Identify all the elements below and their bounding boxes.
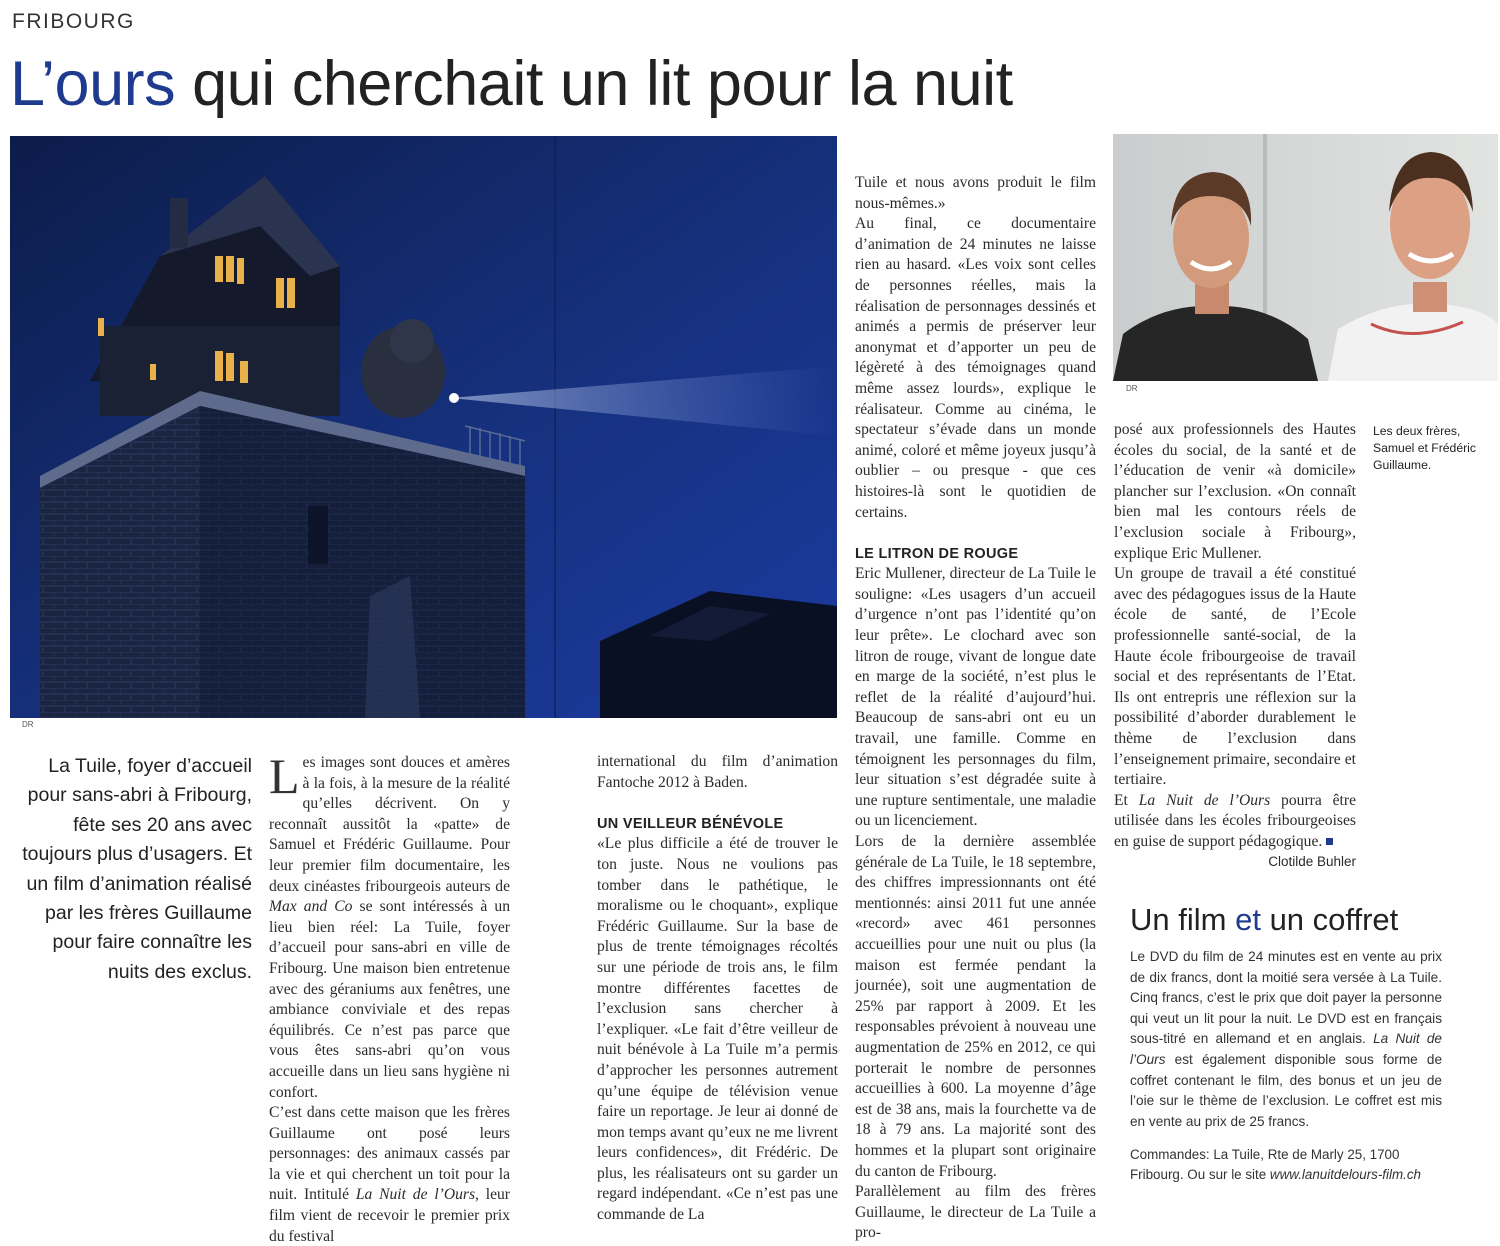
order-text: Commandes: La Tuile, Rte de Marly 25, 1700 Fribourg. Ou sur le site	[1130, 1147, 1400, 1182]
paragraph: Eric Mullener, directeur de La Tuile le souligne: «Les usagers d’un accueil d’urgence n’ont pas l’identité qu’on leur prête». Le clochard avec son litron de rouge, vivant de longue date en marge de la société, n’est plus le reflet de la réalité d’aujourd’hui. Beaucoup de sans-abri ont eu un travail, une famille. Comme en témoignent les personnages du film, leur situation s’est dégradée suite à une rupture sentimentale, une maladie ou un licenciement.	[855, 565, 1096, 830]
subheading: LE LITRON DE ROUGE	[855, 545, 1019, 562]
main-illustration	[10, 136, 837, 718]
paragraph-text: se sont intéressés à un lieu bien réel: La Tuile, foyer d’accueil pour sans-abri en ville de Fribourg. Une maison bien entretenue avec des géraniums aux fenêtres, une ambiance conviviale et des repas équilibrés. Ce n’est pas parce que vous êtes sans-abri qu’on vous accueille dans un lieu sans hygiène ni confort.	[269, 898, 510, 1101]
paragraph: «Le plus difficile a été de trouver le ton juste. Nous ne voulions pas tomber dans le pathétique, le moralisme ou le choquant», explique Frédéric Guillaume. Sur la base de plus de trente témoignages récoltés sur une période de trois ans, le film montre différentes facettes de l’exclusion sans chercher à l’expliquer. «Le fait d’être veilleur de nuit bénévole à La Tuile m’a permis d’approcher les personnes autrement qu’une équipe de télévision venue faire un reportage. Je leur ai donné de mon temps avant qu’eux ne me livrent leurs confidences», dit Frédéric. De plus, les réalisateurs ont su garder un regard indépendant. «Ce n’est pas une commande de La	[597, 835, 838, 1224]
headline-rest: qui cherchait un lit pour la nuit	[192, 49, 1013, 119]
section-label: FRIBOURG	[12, 10, 135, 33]
paragraph	[269, 1103, 510, 1246]
paragraph	[269, 748, 510, 1103]
subheading: UN VEILLEUR BÉNÉVOLE	[597, 815, 784, 832]
box-text: est également disponible sous forme de coffret contenant le film, des bonus et un jeu de l’oie sur le thème de l’exclusion. Le coffret est mis en vente au prix de 25 francs.	[1130, 1051, 1442, 1129]
paragraph: Au final, ce documentaire d’animation de 24 minutes ne laisse rien au hasard. «Les voix sont celles de personnes réelles, mais la réalisation de personnages dessinés et animés a permis de préserver leur anonymat et d’apporter un peu de légèreté à des témoignages quand même assez lourds», explique le réalisateur. Comme au cinéma, le spectateur s’évade dans un monde animé, coloré et même joyeux jusqu’à oublier – ou presque - que ces histoires-là sont le quotidien de certains.	[855, 215, 1096, 521]
box-title-accent: et	[1235, 902, 1261, 937]
main-photo-credit: DR	[22, 720, 34, 729]
box-title	[1130, 902, 1398, 938]
article-column-2	[597, 752, 838, 1226]
headline	[10, 48, 1013, 120]
paragraph: international du film d’animation Fantoche 2012 à Baden.	[597, 753, 838, 791]
drop-cap: L	[269, 748, 300, 804]
paragraph-text: Et	[1114, 791, 1139, 809]
paragraph	[1114, 791, 1356, 853]
lede: La Tuile, foyer d’accueil pour sans-abri à Fribourg, fête ses 20 ans avec toujours plus d’usagers. Et un film d’animation réalisé par les frères Guillaume pour faire connaître les nuits des exclus.	[22, 755, 252, 983]
paragraph: posé aux professionnels des Hautes écoles du social, de la santé et de l’éducation de venir «à domicile» plancher sur l’exclusion. «On connaît bien mal les contours réels de l’exclusion sociale à Fribourg», explique Eric Mullener.	[1114, 421, 1356, 562]
end-mark	[1326, 838, 1333, 845]
portrait-photo	[1113, 134, 1498, 381]
paragraph: Tuile et nous avons produit le film nous-mêmes.»	[855, 174, 1096, 212]
film-title: Max and Co	[269, 898, 353, 916]
paragraph: Parallèlement au film des frères Guillaume, le directeur de La Tuile a pro-	[855, 1183, 1096, 1242]
paragraph-text: , leur film vient de recevoir le premier prix du festival	[269, 1186, 511, 1245]
article-column-1	[269, 748, 511, 1246]
portrait-photo-credit: DR	[1126, 384, 1138, 393]
author-signature: Clotilde Buhler	[1268, 854, 1356, 870]
film-title: La Nuit de l’Ours	[1138, 791, 1271, 809]
paragraph: Lors de la dernière assemblée générale de La Tuile, le 18 septembre, des chiffres impressionnants ont été mentionnés: ainsi 2011 fut une année «record» avec 461 personnes accueillies pour une nuit ou plus (la maison est fermée pendant la journée), soit une augmentation de 25% par rapport à 2009. Et les responsables prévoient à nouveau une augmentation de 25% en 2012, ce qui porterait le nombre de personnes accueillies à 600. La moyenne d’âge est de 38 ans, mais la fourchette va de 18 à 79 ans. La majorité sont des hommes et la plupart sont originaire du canton de Fribourg.	[855, 833, 1096, 1180]
film-title: La Nuit de l’Ours	[355, 1186, 476, 1204]
photo-caption: Les deux frères, Samuel et Frédéric Guillaume.	[1373, 424, 1476, 472]
paragraph-text: pourra être utilisée dans les écoles fribourgeoises en guise de support pédagogique.	[1114, 791, 1356, 850]
film-title: La Nuit de l’Ours	[1130, 1031, 1442, 1067]
website-link[interactable]: www.lanuitdelours-film.ch	[1269, 1167, 1421, 1182]
headline-accent: L’ours	[10, 49, 176, 119]
box-title-part: Un film	[1130, 902, 1227, 937]
article-column-3	[855, 173, 1096, 1244]
box-body	[1130, 947, 1442, 1132]
article-column-4	[1114, 420, 1356, 873]
box-text: Le DVD du film de 24 minutes est en vente au prix de dix francs, dont la moitié sera versée à La Tuile. Cinq francs, c’est le prix que doit payer la personne qui veut un lit pour la nuit. Le DVD est en français sous-titré en allemand et en anglais.	[1130, 949, 1442, 1047]
paragraph: Un groupe de travail a été constitué avec des pédagogues issus de la Haute école de santé, de l’Ecole professionnelle santé-social, de la Haute école fribourgeoise de travail social et des représentants de l’Etat. Ils ont entrepris une réflexion sur la possibilité d’aborder durablement le thème de l’exclusion dans l’enseignement primaire, secondaire et tertiaire.	[1114, 565, 1356, 789]
paragraph-text: C’est dans cette maison que les frères Guillaume ont posé leurs personnages: des animaux cassés par la vie et qui cherchent un toit pour la nuit. Intitulé	[269, 1104, 510, 1204]
paragraph-text: es images sont douces et amères à la fois, à la mesure de la réalité qu’elles décrivent. On y reconnaît aussitôt la «patte» de Samuel et Frédéric Guillaume. Pour leur premier film documentaire, les deux cinéastes fribourgeois auteurs de	[269, 754, 510, 895]
box-title-part: un coffret	[1269, 902, 1399, 937]
order-info	[1130, 1145, 1442, 1185]
